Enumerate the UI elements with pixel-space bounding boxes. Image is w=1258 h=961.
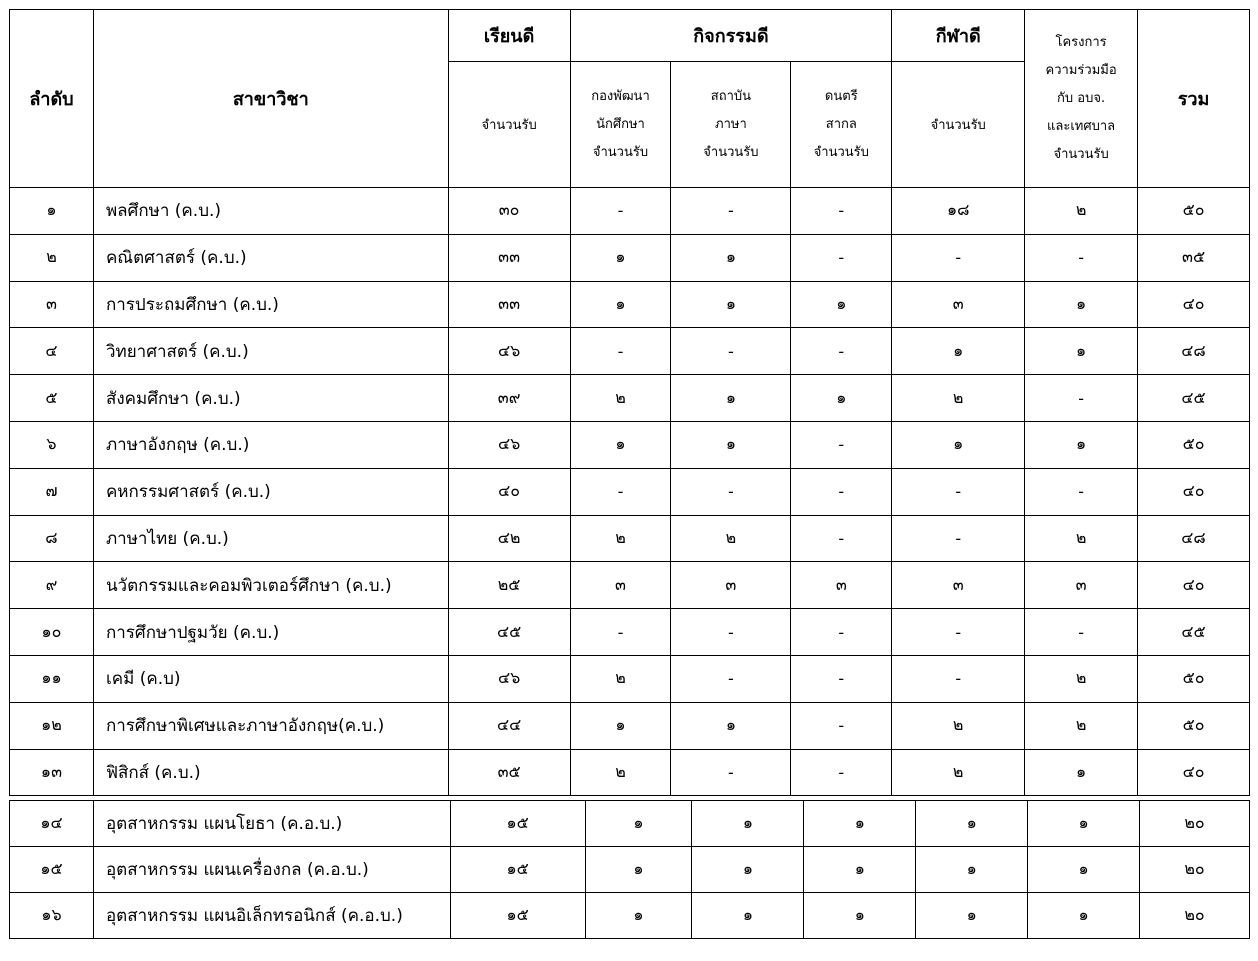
table-row: [10, 188, 1250, 235]
cell-total: ๔๘: [1138, 328, 1250, 375]
cell-student-dev: ๑: [570, 281, 671, 328]
sub-line: นักศึกษา: [596, 116, 645, 132]
cell-sport: ๑: [892, 421, 1025, 468]
table-row: [10, 847, 1250, 893]
cell-student-dev: ๑: [585, 801, 692, 847]
cell-student-dev: -: [570, 609, 671, 656]
table-row: [10, 375, 1250, 422]
cell-student-dev: -: [570, 188, 671, 235]
cell-language: ๑: [671, 702, 791, 749]
cell-order: ๙: [10, 562, 94, 609]
cell-total: ๒๐: [1140, 801, 1250, 847]
cell-academic: ๔๔: [448, 702, 570, 749]
cell-academic: ๓๕: [448, 749, 570, 796]
table-row: [10, 749, 1250, 796]
cell-student-dev: ๒: [570, 749, 671, 796]
cell-language: ๑: [671, 421, 791, 468]
cell-student-dev: -: [570, 328, 671, 375]
cell-sport: ๒: [892, 749, 1025, 796]
cell-music: -: [791, 421, 892, 468]
cell-project: -: [1025, 468, 1138, 515]
cell-music: ๑: [804, 893, 916, 939]
cell-major: อุตสาหกรรม แผนโยธา (ค.อ.บ.): [93, 801, 450, 847]
cell-project: -: [1025, 609, 1138, 656]
cell-music: ๑: [804, 801, 916, 847]
cell-sport: ๑๘: [892, 188, 1025, 235]
cell-music: ๑: [804, 847, 916, 893]
cell-project: ๑: [1025, 749, 1138, 796]
cell-sport: ๑: [892, 328, 1025, 375]
cell-music: -: [791, 655, 892, 702]
cell-language: ๒: [671, 515, 791, 562]
cell-total: ๔๕: [1138, 609, 1250, 656]
cell-music: -: [791, 188, 892, 235]
cell-student-dev: ๒: [570, 515, 671, 562]
cell-total: ๓๕: [1138, 234, 1250, 281]
sub-line: สากล: [825, 116, 857, 132]
cell-academic: ๓๓: [448, 234, 570, 281]
cell-sport: ๑: [916, 847, 1028, 893]
cell-music: ๓: [791, 562, 892, 609]
cell-major: การศึกษาปฐมวัย (ค.บ.): [93, 609, 448, 656]
cell-major: วิทยาศาสตร์ (ค.บ.): [93, 328, 448, 375]
cell-sport: -: [892, 515, 1025, 562]
cell-student-dev: ๑: [570, 421, 671, 468]
cell-major: พลศึกษา (ค.บ.): [93, 188, 448, 235]
cell-total: ๔๐: [1138, 468, 1250, 515]
table-row: [10, 609, 1250, 656]
cell-project: ๑: [1028, 847, 1140, 893]
cell-order: ๗: [10, 468, 94, 515]
cell-sport: ๒: [892, 375, 1025, 422]
cell-major: อุตสาหกรรม แผนอิเล็กทรอนิกส์ (ค.อ.บ.): [93, 893, 450, 939]
cell-major: อุตสาหกรรม แผนเครื่องกล (ค.อ.บ.): [93, 847, 450, 893]
table-row: [10, 655, 1250, 702]
sub-line: ภาษา: [715, 116, 747, 132]
cell-academic: ๑๕: [450, 801, 585, 847]
cell-language: ๓: [671, 562, 791, 609]
cell-music: -: [791, 702, 892, 749]
cell-academic: ๔๖: [448, 328, 570, 375]
cell-sport: -: [892, 609, 1025, 656]
cell-project: ๑: [1025, 421, 1138, 468]
cell-language: -: [671, 655, 791, 702]
cell-total: ๔๐: [1138, 281, 1250, 328]
cell-total: ๔๕: [1138, 375, 1250, 422]
cell-academic: ๓๓: [448, 281, 570, 328]
table-row: [10, 281, 1250, 328]
cell-music: -: [791, 328, 892, 375]
cell-music: ๑: [791, 281, 892, 328]
cell-student-dev: ๓: [570, 562, 671, 609]
col-header-music: [791, 62, 892, 188]
cell-order: ๔: [10, 328, 94, 375]
cell-academic: ๑๕: [450, 893, 585, 939]
cell-language: -: [671, 609, 791, 656]
sub-line: จำนวนรับ: [592, 144, 649, 160]
cell-academic: ๔๕: [448, 609, 570, 656]
cell-project: ๓: [1025, 562, 1138, 609]
table-row: [10, 702, 1250, 749]
cell-sport: ๓: [892, 281, 1025, 328]
project-line: กับ อบจ.: [1057, 90, 1106, 106]
cell-project: ๒: [1025, 188, 1138, 235]
cell-order: ๑๓: [10, 749, 94, 796]
cell-total: ๔๘: [1138, 515, 1250, 562]
cell-total: ๕๐: [1138, 421, 1250, 468]
col-header-student-dev: [570, 62, 671, 188]
cell-total: ๕๐: [1138, 655, 1250, 702]
cell-sport: -: [892, 234, 1025, 281]
cell-language: -: [671, 328, 791, 375]
col-header-language-institute: [671, 62, 791, 188]
cell-sport: -: [892, 468, 1025, 515]
cell-total: ๔๐: [1138, 749, 1250, 796]
cell-student-dev: -: [570, 468, 671, 515]
cell-sport: ๓: [892, 562, 1025, 609]
cell-academic: ๑๕: [450, 847, 585, 893]
academic-receive-label: จำนวนรับ: [448, 62, 570, 188]
cell-student-dev: ๒: [570, 375, 671, 422]
cell-language: -: [671, 749, 791, 796]
col-header-sport: กีฬาดี: [892, 10, 1025, 62]
cell-sport: ๑: [916, 801, 1028, 847]
cell-major: ภาษาไทย (ค.บ.): [93, 515, 448, 562]
cell-project: -: [1025, 375, 1138, 422]
cell-major: ภาษาอังกฤษ (ค.บ.): [93, 421, 448, 468]
cell-order: ๖: [10, 421, 94, 468]
col-header-total: รวม: [1138, 10, 1250, 188]
industrial-quota-table: [9, 800, 1250, 939]
cell-music: -: [791, 749, 892, 796]
cell-music: ๑: [791, 375, 892, 422]
project-line: โครงการ: [1055, 34, 1107, 50]
cell-student-dev: ๑: [585, 893, 692, 939]
col-header-major: สาขาวิชา: [93, 10, 448, 188]
table-body: [10, 188, 1250, 796]
cell-major: การประถมศึกษา (ค.บ.): [93, 281, 448, 328]
cell-total: ๔๐: [1138, 562, 1250, 609]
table-row: [10, 562, 1250, 609]
cell-academic: ๔๖: [448, 421, 570, 468]
cell-order: ๓: [10, 281, 94, 328]
cell-order: ๑: [10, 188, 94, 235]
cell-order: ๒: [10, 234, 94, 281]
cell-total: ๒๐: [1140, 847, 1250, 893]
table-row: [10, 893, 1250, 939]
cell-order: ๘: [10, 515, 94, 562]
table-body-industrial: [10, 801, 1250, 939]
cell-project: ๒: [1025, 515, 1138, 562]
table-row: [10, 468, 1250, 515]
cell-language: -: [671, 468, 791, 515]
cell-sport: -: [892, 655, 1025, 702]
cell-student-dev: ๑: [585, 847, 692, 893]
cell-project: ๒: [1025, 655, 1138, 702]
cell-major: ฟิสิกส์ (ค.บ.): [93, 749, 448, 796]
cell-order: ๑๒: [10, 702, 94, 749]
sub-line: จำนวนรับ: [813, 144, 869, 160]
cell-student-dev: ๑: [570, 702, 671, 749]
table-row: [10, 515, 1250, 562]
admission-quota-table: [9, 9, 1250, 796]
cell-project: ๑: [1028, 893, 1140, 939]
cell-major: เคมี (ค.บ): [93, 655, 448, 702]
cell-student-dev: ๒: [570, 655, 671, 702]
table-row: [10, 234, 1250, 281]
col-header-activity: กิจกรรมดี: [570, 10, 892, 62]
cell-music: -: [791, 609, 892, 656]
cell-order: ๑๔: [10, 801, 94, 847]
cell-order: ๑๑: [10, 655, 94, 702]
cell-project: ๒: [1025, 702, 1138, 749]
cell-music: -: [791, 515, 892, 562]
cell-total: ๒๐: [1140, 893, 1250, 939]
cell-project: ๑: [1028, 801, 1140, 847]
cell-project: -: [1025, 234, 1138, 281]
table-row: [10, 328, 1250, 375]
cell-student-dev: ๑: [570, 234, 671, 281]
cell-major: การศึกษาพิเศษและภาษาอังกฤษ(ค.บ.): [93, 702, 448, 749]
cell-language: ๑: [692, 893, 804, 939]
cell-language: ๑: [692, 801, 804, 847]
cell-order: ๑๐: [10, 609, 94, 656]
sub-line: สถาบัน: [710, 88, 752, 104]
cell-language: ๑: [671, 375, 791, 422]
cell-academic: ๔๖: [448, 655, 570, 702]
cell-major: คณิตศาสตร์ (ค.บ.): [93, 234, 448, 281]
table-header: [10, 10, 1250, 188]
cell-language: ๑: [671, 234, 791, 281]
col-header-academic: เรียนดี: [448, 10, 570, 62]
sub-line: ดนตรี: [824, 88, 858, 104]
cell-order: ๕: [10, 375, 94, 422]
cell-sport: ๑: [916, 893, 1028, 939]
cell-language: -: [671, 188, 791, 235]
cell-total: ๕๐: [1138, 702, 1250, 749]
col-header-project: [1025, 10, 1138, 188]
project-line: จำนวนรับ: [1053, 146, 1109, 162]
cell-project: ๑: [1025, 328, 1138, 375]
cell-major: นวัตกรรมและคอมพิวเตอร์ศึกษา (ค.บ.): [93, 562, 448, 609]
cell-music: -: [791, 468, 892, 515]
cell-academic: ๔๐: [448, 468, 570, 515]
sub-line: กองพัฒนา: [591, 88, 650, 104]
project-line: และเทศบาล: [1047, 118, 1116, 134]
cell-academic: ๓๙: [448, 375, 570, 422]
cell-order: ๑๕: [10, 847, 94, 893]
cell-language: ๑: [692, 847, 804, 893]
cell-sport: ๒: [892, 702, 1025, 749]
cell-academic: ๓๐: [448, 188, 570, 235]
sub-line: จำนวนรับ: [703, 144, 759, 160]
cell-music: -: [791, 234, 892, 281]
col-header-order: ลำดับ: [10, 10, 94, 188]
cell-total: ๕๐: [1138, 188, 1250, 235]
cell-order: ๑๖: [10, 893, 94, 939]
cell-academic: ๔๒: [448, 515, 570, 562]
cell-academic: ๒๕: [448, 562, 570, 609]
sport-receive-label: จำนวนรับ: [892, 62, 1025, 188]
project-line: ความร่วมมือ: [1045, 62, 1117, 78]
table-row: [10, 801, 1250, 847]
cell-language: ๑: [671, 281, 791, 328]
cell-major: สังคมศึกษา (ค.บ.): [93, 375, 448, 422]
cell-project: ๑: [1025, 281, 1138, 328]
table-row: [10, 421, 1250, 468]
cell-major: คหกรรมศาสตร์ (ค.บ.): [93, 468, 448, 515]
